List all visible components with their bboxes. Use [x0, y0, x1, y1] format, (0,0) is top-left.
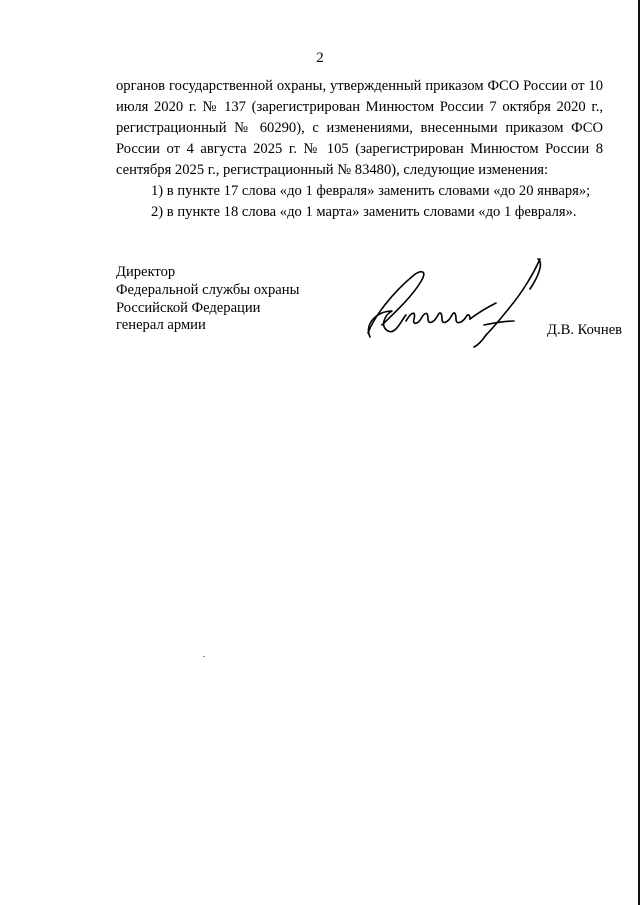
- scan-speck: [203, 656, 205, 657]
- list-item: 1) в пункте 17 слова «до 1 февраля» заменить словами «до 20 января»;: [151, 183, 591, 199]
- signature-block: [116, 264, 299, 335]
- list-item: 2) в пункте 18 слова «до 1 марта» заменить словами «до 1 февраля».: [151, 204, 577, 220]
- signer-position-line: Директор: [116, 264, 176, 280]
- body-text: [116, 76, 603, 223]
- signer-position-line: Федеральной службы охраны: [116, 281, 300, 298]
- page-number: 2: [316, 50, 324, 66]
- signer-name: Д.В. Кочнев: [547, 322, 623, 338]
- signer-position-line: генерал армии: [116, 317, 206, 334]
- signer-position-line: Российской Федерации: [116, 299, 261, 316]
- handwritten-signature: [362, 255, 552, 350]
- body-paragraph: органов государственной охраны, утвержденный приказом ФСО России от 10 июля 2020 г. № 137 (зарегистрирован Минюстом России 7 октября 2020 г., регистрационный № 60290), с изменениями, внесенными приказом ФСО России от 4 августа 2025 г. № 105 (зарегистрирован Минюстом России 8 сентября 2025 г., регистрационный № 83480), следующие изменения:: [116, 78, 603, 178]
